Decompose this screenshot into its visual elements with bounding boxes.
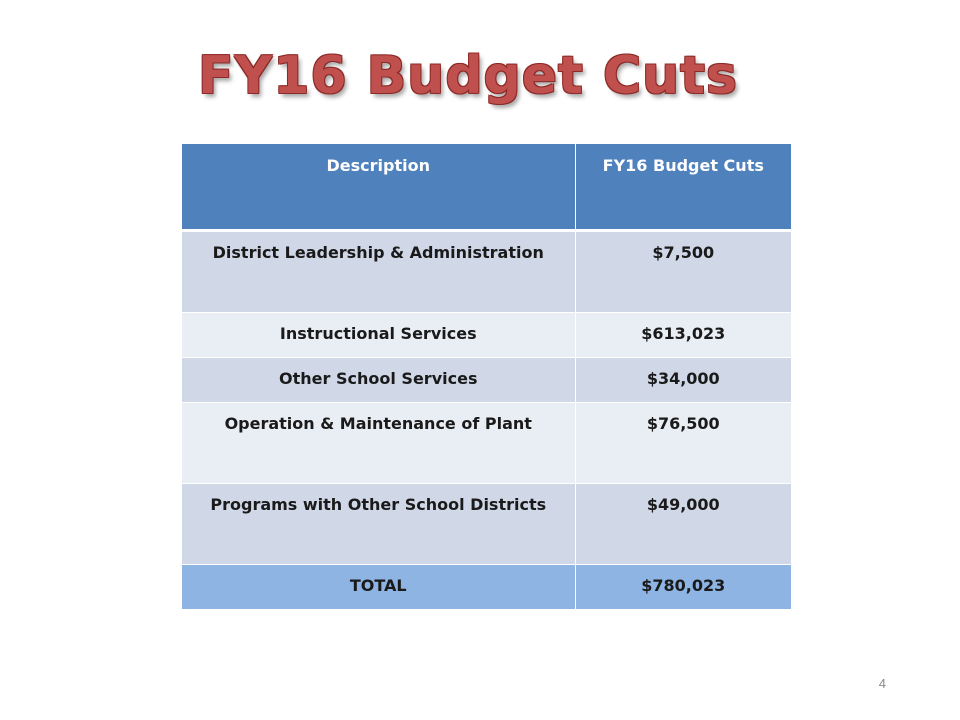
- table-row: [182, 312, 791, 357]
- row-amount: $7,500: [575, 230, 791, 312]
- total-amount: $780,023: [575, 564, 791, 609]
- table-header-row: [182, 144, 791, 230]
- table-row: [182, 402, 791, 483]
- table-row: [182, 357, 791, 402]
- total-row: [182, 564, 791, 609]
- header-description: Description: [182, 144, 575, 230]
- budget-cuts-table: [182, 144, 791, 610]
- row-amount: $613,023: [575, 312, 791, 357]
- slide-title: FY16 Budget Cuts: [198, 46, 738, 106]
- row-amount: $76,500: [575, 402, 791, 483]
- total-label: TOTAL: [182, 564, 575, 609]
- row-amount: $34,000: [575, 357, 791, 402]
- row-description: District Leadership & Administration: [182, 230, 575, 312]
- row-description: Programs with Other School Districts: [182, 483, 575, 564]
- row-description: Other School Services: [182, 357, 575, 402]
- row-description: Operation & Maintenance of Plant: [182, 402, 575, 483]
- row-amount: $49,000: [575, 483, 791, 564]
- table-row: [182, 483, 791, 564]
- table-row: [182, 230, 791, 312]
- page-number: 4: [878, 676, 886, 691]
- row-description: Instructional Services: [182, 312, 575, 357]
- header-budget-cuts: FY16 Budget Cuts: [575, 144, 791, 230]
